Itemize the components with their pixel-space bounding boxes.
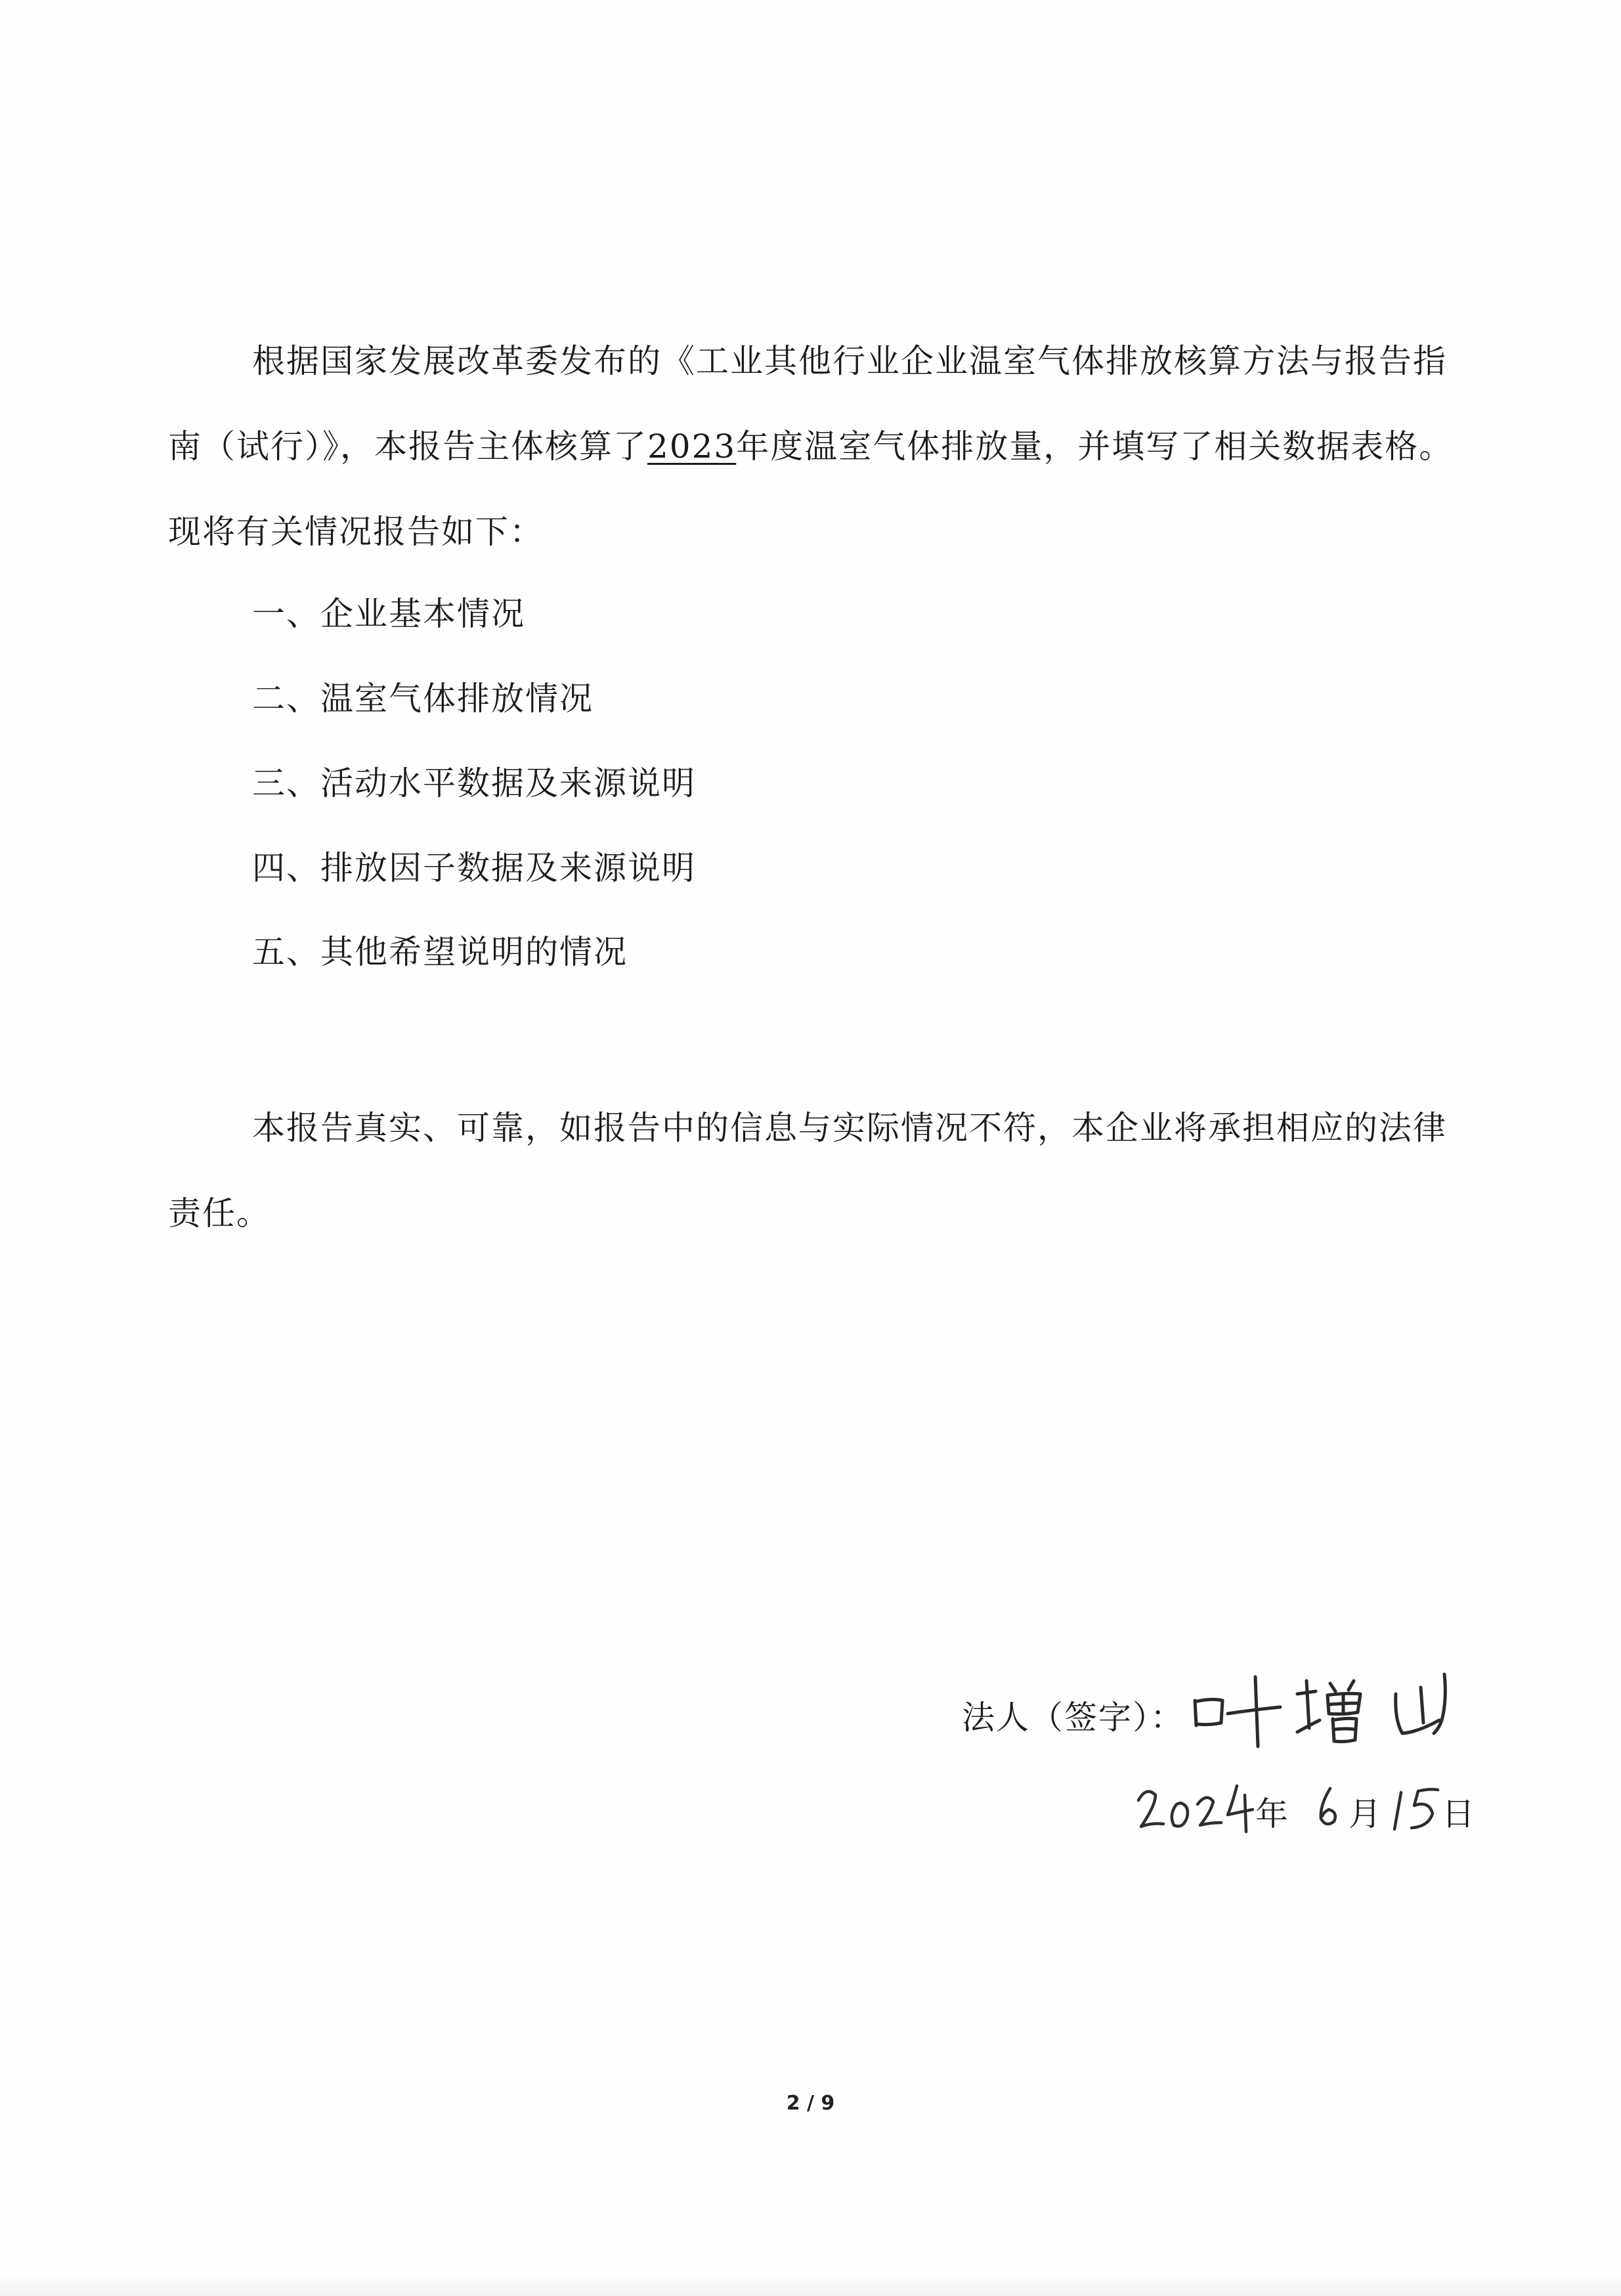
date-year-char: 年 (1255, 1795, 1288, 1833)
list-item: 三、活动水平数据及来源说明 (252, 764, 696, 802)
list-item: 五、其他希望说明的情况 (252, 933, 628, 971)
intro-text-pre: 根据国家发展改革委发布的《工业其他行业企业温室气体排放核算方法与报告指南（试行）》，本报告主体核算了 (168, 342, 1447, 466)
list-item: 二、温室气体排放情况 (252, 680, 594, 718)
list-item: 四、排放因子数据及来源说明 (252, 849, 696, 887)
page-number: 2 / 9 (786, 2092, 835, 2115)
date-day-char: 日 (1442, 1795, 1475, 1833)
statement-paragraph: 本报告真实、可靠，如报告中的信息与实际情况不符，本企业将承担相应的法律责任。 (168, 1109, 1447, 1232)
scan-edge (0, 2274, 1621, 2296)
intro-paragraph (168, 318, 1475, 574)
list-item: 一、企业基本情况 (252, 595, 525, 633)
report-year: 2023 (647, 427, 737, 466)
intro-text-post: 年度温室气体排放量，并填写了相关数据表格。现将有关情况报告如下： (168, 427, 1454, 551)
handwritten-signature (1182, 1655, 1471, 1753)
handwritten-date (1129, 1766, 1484, 1838)
date-month-char: 月 (1349, 1795, 1381, 1833)
signature-label: 法人（签字）： (962, 1699, 1184, 1737)
